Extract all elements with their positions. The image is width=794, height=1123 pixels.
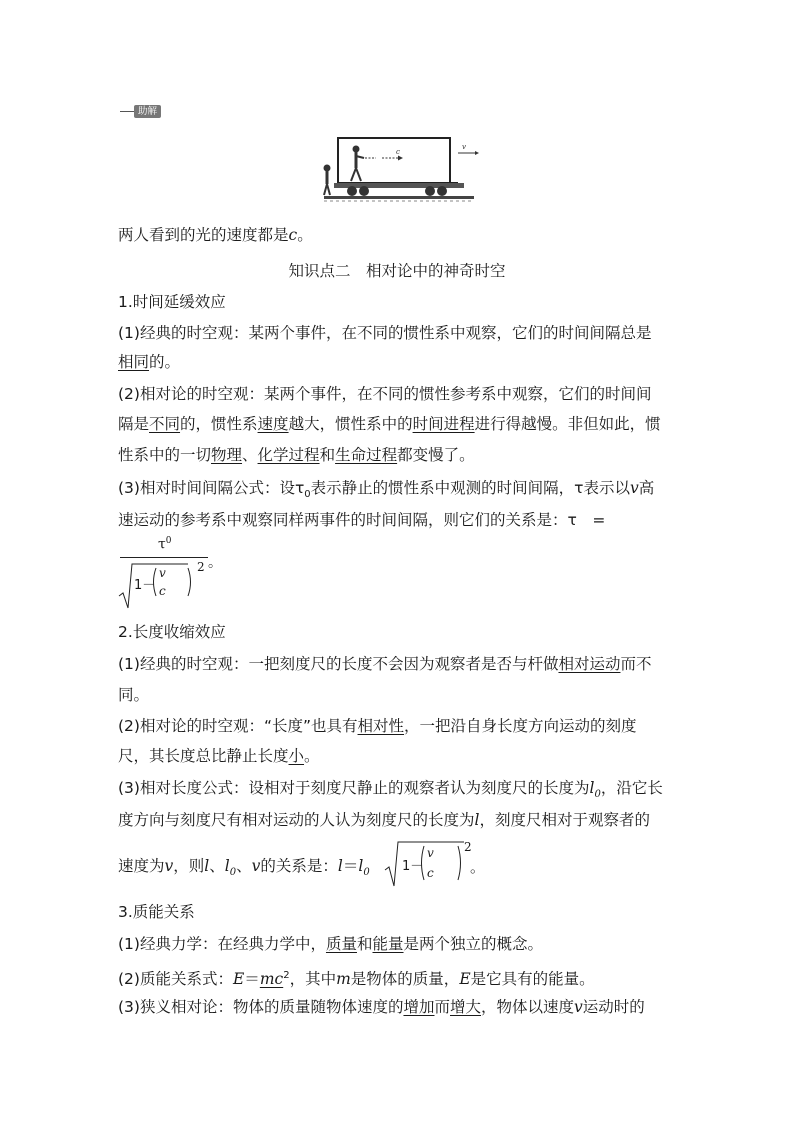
mass-classical-line: (1)经典力学：在经典力学中，质量和能量是两个独立的概念。 <box>118 935 544 953</box>
section-title: 知识点二 相对论中的神奇时空 <box>288 262 506 280</box>
train-illustration <box>318 136 484 204</box>
time-classical-line2: 相同的。 <box>118 353 181 371</box>
length-formula-line1: (3)相对长度公式：设相对于刻度尺静止的观察者认为刻度尺的长度为$l_0$，沿它长 <box>118 779 663 801</box>
length-formula-line2: 度方向与刻度尺有相对运动的人认为刻度尺的长度为l，刻度尺相对于观察者的 <box>118 811 650 829</box>
light-speed-text: 两人看到的光的速度都是c。 <box>118 226 313 244</box>
wheel <box>437 186 447 196</box>
mass-relativity-line: (3)狭义相对论：物体的质量随物体速度的增加而增大，物体以速度v运动时的 <box>118 998 645 1016</box>
label-c: c <box>396 148 400 156</box>
heading-mass-energy: 3.质能关系 <box>118 903 195 921</box>
length-relativity-line2: 尺，其长度总比静止长度小。 <box>118 747 320 765</box>
wheel <box>347 186 357 196</box>
badge-label: 助解 <box>134 105 161 118</box>
length-formula-line3: 速度为v，则l、$l_0$、v的关系是：$l=l_0$ <box>118 857 370 879</box>
time-relativity-line1: (2)相对论的时空观：某两个事件，在不同的惯性参考系中观察，它们的时间间 <box>118 385 652 403</box>
heading-length-contraction: 2.长度收缩效应 <box>118 623 226 641</box>
person-on-ground <box>324 165 330 195</box>
badge-line <box>120 111 134 112</box>
track <box>324 196 474 199</box>
time-formula-line2: 速运动的参考系中观察同样两事件的时间间隔，则它们的关系是：τ = <box>118 511 606 529</box>
time-formula-line1: (3)相对时间间隔公式：设$\tau_0$表示静止的惯性系中观测的时间间隔，τ表示以v高 <box>118 479 655 501</box>
length-classical-line2: 同。 <box>118 686 150 704</box>
light-beam-arrow <box>365 156 403 161</box>
wheel <box>359 186 369 196</box>
time-relativity-line2: 隔是不同的，惯性系速度越大，惯性系中的时间进程进行得越慢。非但如此，惯 <box>118 415 661 433</box>
time-relativity-line3: 性系中的一切物理、化学过程和生命过程都变慢了。 <box>118 446 475 464</box>
label-v: v <box>462 143 466 151</box>
heading-time-dilation: 1.时间延缓效应 <box>118 293 226 311</box>
time-dilation-formula: $\tau^0$ 1－ v c 2 。 <box>118 536 228 612</box>
length-classical-line1: (1)经典的时空观：一把刻度尺的长度不会因为观察者是否与杆做相对运动而不 <box>118 655 652 673</box>
person-on-train <box>351 146 364 181</box>
length-relativity-line1: (2)相对论的时空观：“长度”也具有相对性，一把沿自身长度方向运动的刻度 <box>118 717 637 735</box>
time-classical-line1: (1)经典的时空观：某两个事件，在不同的惯性系中观察，它们的时间间隔总是 <box>118 324 652 342</box>
wheel <box>425 186 435 196</box>
help-badge <box>120 104 161 118</box>
mass-energy-formula-line: (2)质能关系式：$E=mc^2$，其中m是物体的质量，E是它具有的能量。 <box>118 970 595 989</box>
length-contraction-formula: 1－ v c 2 。 <box>384 836 484 892</box>
